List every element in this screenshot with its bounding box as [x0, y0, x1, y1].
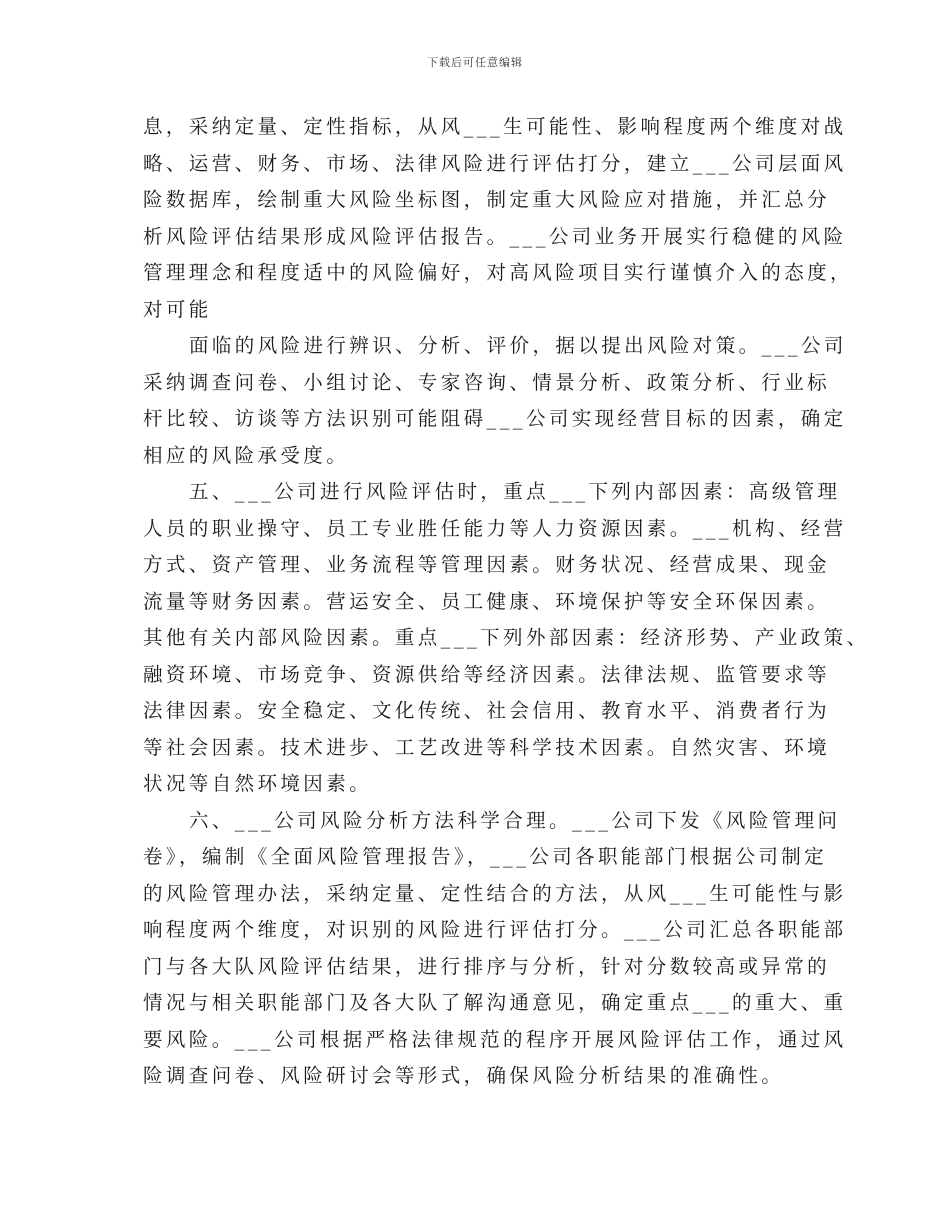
body-line: 杆比较、访谈等方法识别可能阻碍___公司实现经营目标的因素，确定: [143, 407, 847, 430]
body-line: 卷》，编制《全面风险管理报告》，___公司各职能部门根据公司制定: [143, 845, 828, 868]
body-line: 险数据库，绘制重大风险坐标图，制定重大风险应对措施，并汇总分: [143, 188, 831, 211]
body-line: 对可能: [143, 297, 212, 321]
body-line: 情况与相关职能部门及各大队了解沟通意见，确定重点___的重大、重: [143, 991, 847, 1014]
body-line: 略、运营、财务、市场、法律风险进行评估打分，建立___公司层面风: [143, 151, 847, 175]
paragraph-start-line: 五、___公司进行风险评估时，重点___下列内部因素：高级管理: [189, 480, 841, 503]
body-line: 流量等财务因素。营运安全、员工健康、环境保护等安全环保因素。: [143, 589, 831, 613]
body-line: 门与各大队风险评估结果，进行排序与分析，针对分数较高或异常的: [143, 954, 831, 978]
body-line: 状况等自然环境因素。: [143, 772, 373, 795]
body-line: 方式、资产管理、业务流程等管理因素。财务状况、经营成果、现金: [143, 553, 831, 576]
body-line: 响程度两个维度，对识别的风险进行评估打分。___公司汇总各职能部: [143, 918, 847, 941]
page-header: 下载后可任意编辑: [427, 56, 523, 69]
document-body: [143, 109, 870, 1095]
body-line: 等社会因素。技术进步、工艺改进等科学技术因素。自然灾害、环境: [143, 735, 831, 759]
paragraph-start-line: 面临的风险进行辨识、分析、评价，据以提出风险对策。___公司: [189, 334, 847, 357]
body-line: 融资环境、市场竞争、资源供给等经济因素。法律法规、监管要求等: [143, 662, 831, 686]
body-line: 采纳调查问卷、小组讨论、专家咨询、情景分析、政策分析、行业标: [143, 370, 831, 394]
body-line: 息，采纳定量、定性指标，从风___生可能性、影响程度两个维度对战: [143, 115, 847, 138]
body-line: 法律因素。安全稳定、文化传统、社会信用、教育水平、消费者行为: [143, 699, 831, 722]
body-line: 析风险评估结果形成风险评估报告。___公司业务开展实行稳健的风险: [143, 224, 847, 248]
body-line: 其他有关内部风险因素。重点___下列外部因素：经济形势、产业政策、: [143, 626, 870, 649]
body-line: 险调查问卷、风险研讨会等形式，确保风险分析结果的准确性。: [143, 1064, 785, 1087]
body-line: 要风险。___公司根据严格法律规范的程序开展风险评估工作，通过风: [143, 1027, 847, 1051]
body-line: 管理理念和程度适中的风险偏好，对高风险项目实行谨慎介入的态度，: [143, 261, 853, 284]
body-line: 的风险管理办法，采纳定量、定性结合的方法，从风___生可能性与影: [143, 881, 847, 905]
body-line: 相应的风险承受度。: [143, 443, 350, 467]
body-line: 人员的职业操守、员工专业胜任能力等人力资源因素。___机构、经营: [143, 516, 847, 540]
paragraph-start-line: 六、___公司风险分析方法科学合理。___公司下发《风险管理问: [189, 808, 841, 832]
